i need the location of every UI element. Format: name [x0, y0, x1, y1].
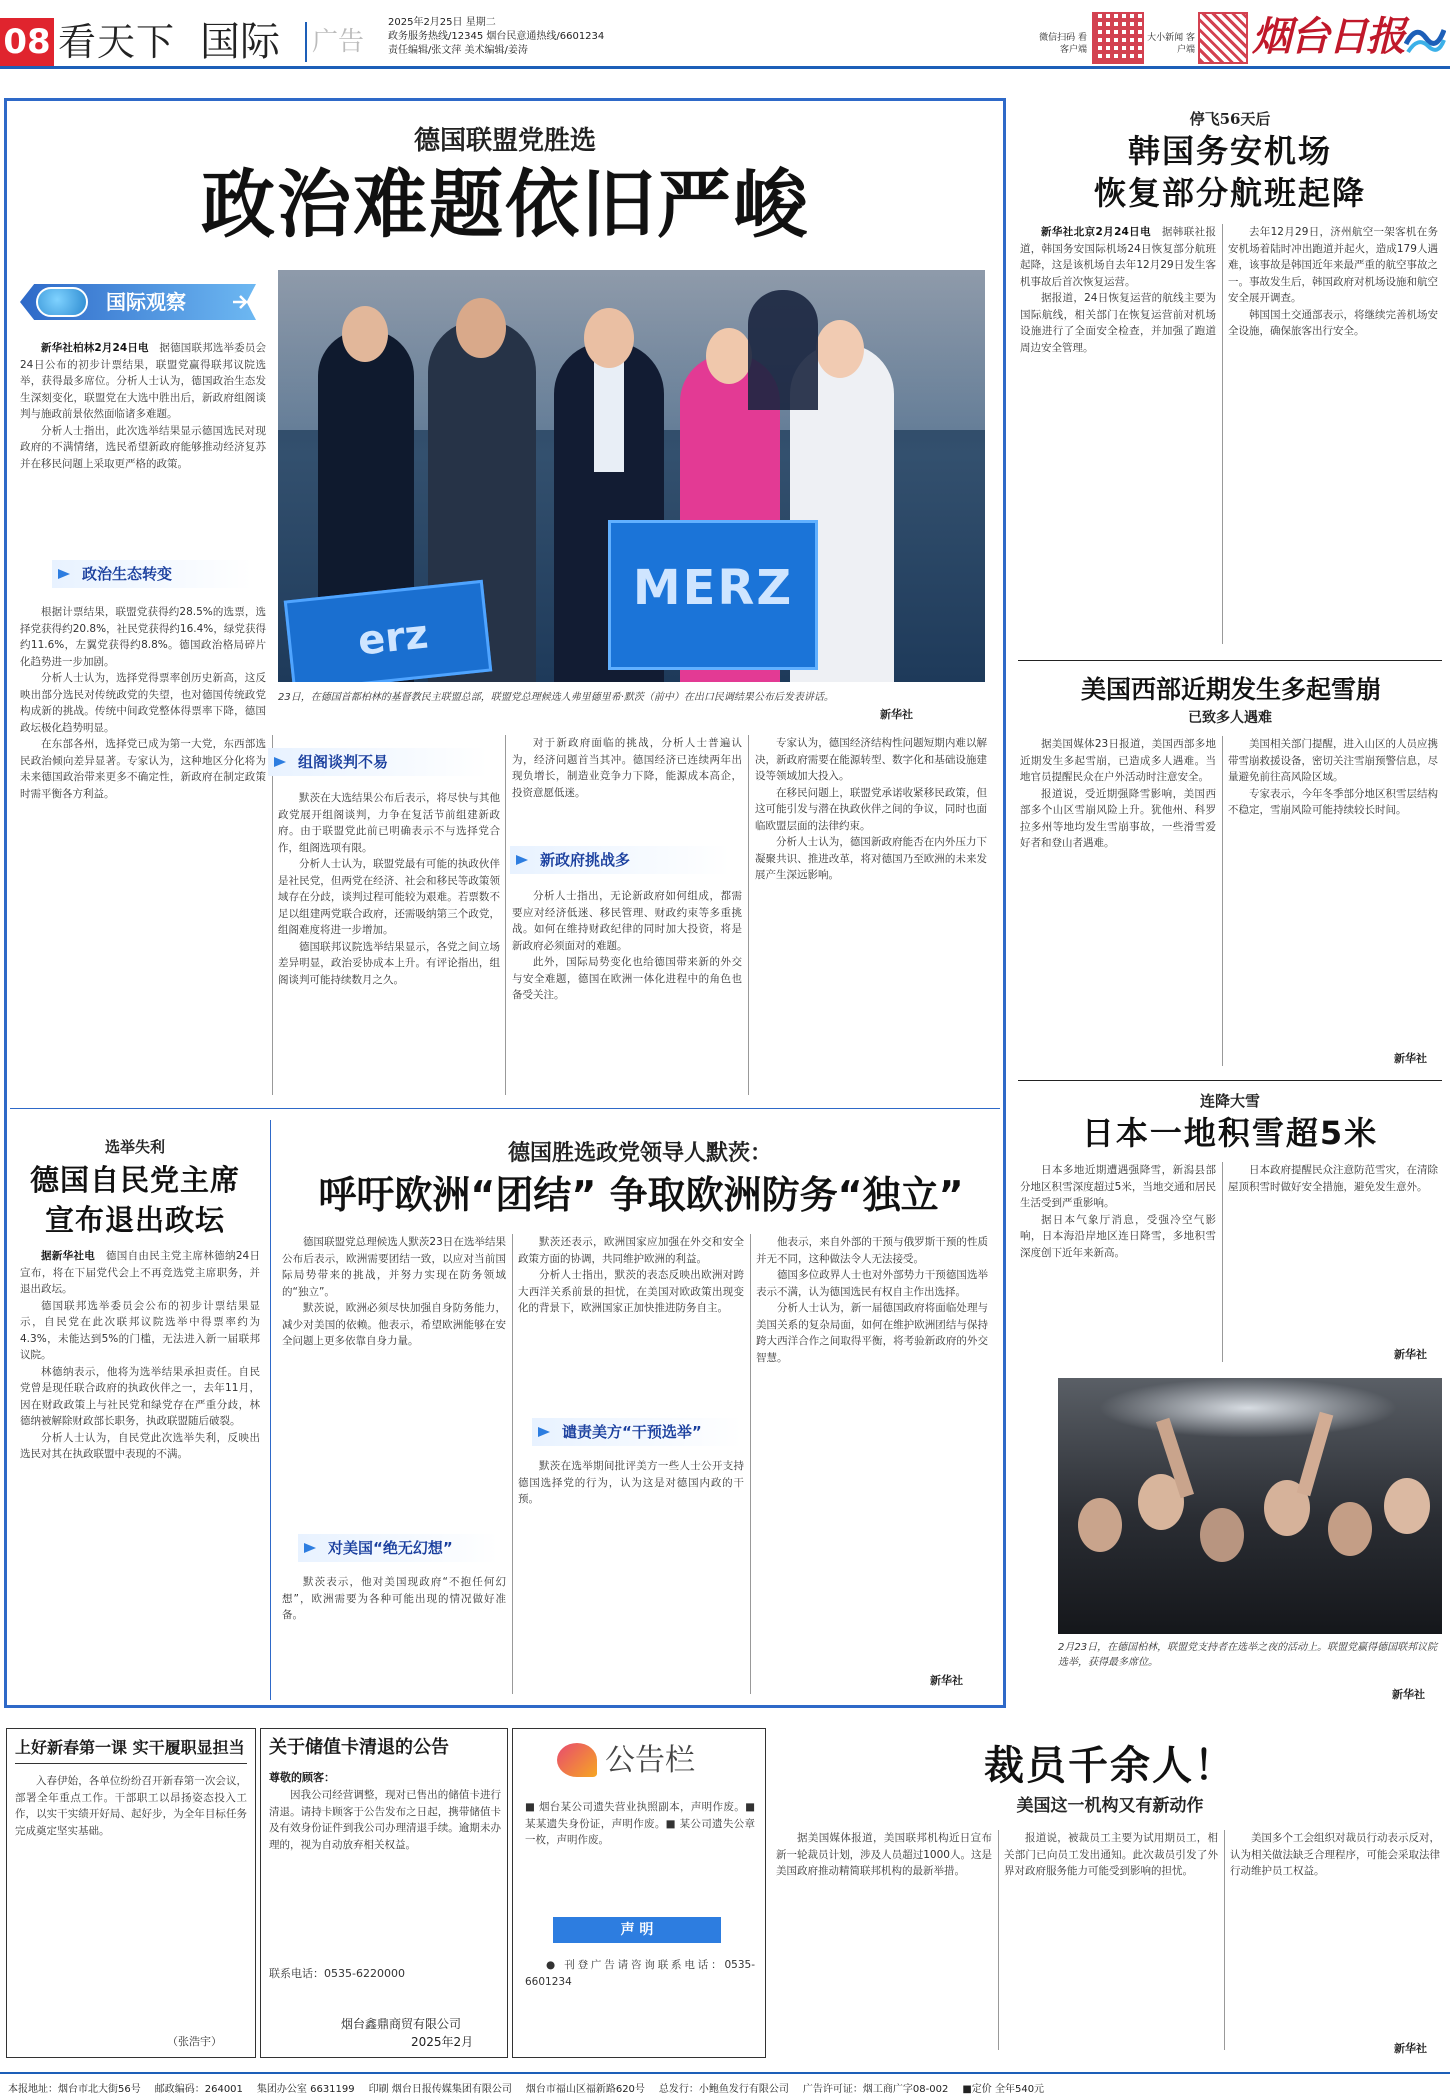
photo-person-4-face [706, 328, 752, 384]
korea-byline: 新华社北京2月24日电 [1041, 226, 1151, 238]
lead-photo [278, 270, 985, 682]
lead-col4-p2: 在移民问题上，联盟党承诺收紧移民政策，但这可能引发与潜在执政伙伴之间的争议，同时也面临欧盟层面的法律约束。 [755, 786, 987, 832]
bulletin-body-2: ● 刊登广告请咨询联系电话：0535-6601234 [525, 1959, 755, 1988]
header-date: 2025年2月25日 星期二 [388, 17, 496, 28]
footer-distribution: 总发行：小鲍鱼发行有限公司 [658, 2084, 789, 2095]
qr-code-1[interactable] [1092, 12, 1144, 64]
photo-person-3-face [584, 308, 634, 368]
layoff-col1 [776, 1830, 992, 2056]
snow-body-3: 日本政府提醒民众注意防范雪灾，在清除屋顶积雪时做好安全措施，避免发生意外。 [1228, 1164, 1438, 1193]
layoff-col3 [1230, 1830, 1440, 2030]
bulletin-logo-icon [557, 1743, 597, 1777]
crowd-head-3 [1200, 1508, 1244, 1562]
right-rule-1 [1018, 660, 1442, 661]
ad-label: 广告 [312, 27, 365, 57]
snow-col2 [1228, 1162, 1438, 1338]
notice-2-greeting: 尊敬的顾客： [269, 1771, 335, 1784]
lead-col1-p3: 根据计票结果，联盟党获得约28.5%的选票，选择党获得约20.8%，社民党获得约16.4%，绿党获得约11.6%，左翼党获得约8.8%。德国政治格局碎片化趋势进一步加剧。 [20, 606, 266, 668]
subhead-political-shift: 政治生态转变 [52, 560, 252, 588]
qr1-label: 微信扫码 看客户端 [1039, 33, 1087, 55]
lead-col1-p2: 分析人士指出，此次选举结果显示德国选民对现政府的不满情绪，选民希望新政府能够推动经济复苏并在移民问题上采取更严格的政策。 [20, 424, 266, 470]
lead-col1-p1: 据德国联邦选举委员会24日公布的初步计票结果，联盟党赢得联邦议院选举，获得最多席位。分析人士认为，德国政治生态发生深刻变化，联盟党在大选中胜出后，新政府组阁谈判与施政前景依然面临诸多难题。 [20, 342, 266, 420]
merz-rule-1 [512, 1234, 513, 1694]
fdp-body-3: 林德纳表示，他将为选举结果承担责任。自民党曾是现任联合政府的执政伙伴之一，去年11月，因在财政政策上与社民党和绿党存在严重分歧，林德纳被解除财政部长职务，执政联盟随后破裂。 [20, 1365, 260, 1427]
snow-col1 [1020, 1162, 1216, 1362]
photo-person-1-face [342, 306, 388, 362]
lead-col4-p1: 专家认为，德国经济结构性问题短期内难以解决，新政府需要在能源转型、数字化和基础设施建设等领域加大投入。 [755, 737, 987, 782]
lead-headline: 政治难题依旧严峻 [201, 162, 809, 248]
fdp-rule [270, 1120, 271, 1700]
merz-col2-p1: 默茨还表示，欧洲国家应加强在外交和安全政策方面的协调，共同维护欧洲的利益。 [518, 1236, 744, 1265]
header-editors: 责任编辑/张文萍 美术编辑/姜涛 [388, 45, 528, 56]
footer [8, 2080, 1442, 2096]
right-rule-2 [1018, 1080, 1442, 1081]
lead-photo-credit: 新华社 [880, 708, 913, 721]
layoff-body-3: 美国多个工会组织对裁员行动表示反对，认为相关做法缺乏合理程序，可能会采取法律行动维护员工权益。 [1230, 1832, 1440, 1877]
snow-rule [1222, 1162, 1223, 1362]
lead-col-rule-1 [272, 735, 273, 1095]
layoff-kicker: 美国这一机构又有新动作 [1016, 1796, 1204, 1816]
lead-col1-p5: 在东部各州，选择党已成为第一大党，东西部选民政治倾向差异显著。专家认为，这种地区分化将为未来德国政治带来更多不确定性，新政府在制定政策时需平衡各方利益。 [20, 738, 266, 800]
fdp-body-2: 德国联邦选举委员会公布的初步计票结果显示，自民党在此次联邦议院选举中得票率约为4.3%，未能达到5%的门槛，无法进入新一届联邦议院。 [20, 1299, 260, 1361]
fdp-byline: 据新华社电 [41, 1250, 96, 1262]
footer-print-address: 烟台市福山区福新路620号 [525, 2084, 645, 2095]
snow-headline: 日本一地积雪超5米 [1081, 1114, 1379, 1152]
notice-1-title: 上好新春第一课 实干履职显担当 [15, 1738, 245, 1757]
avalanche-body-3: 美国相关部门提醒，进入山区的人员应携带雪崩救援设备，密切关注雪崩预警信息，尽量避免前往高风险区域。 [1228, 738, 1438, 783]
lead-photo-caption: 23日，在德国首都柏林的基督教民主联盟总部，联盟党总理候选人弗里德里希·默茨（前中）在出口民调结果公布后发表讲话。 [278, 692, 834, 703]
header-info [388, 16, 808, 58]
merz-headline: 呼吁欧洲“团结” 争取欧洲防务“独立” [318, 1173, 964, 1217]
footer-postcode: 邮政编码：264001 [154, 2084, 243, 2095]
qr-code-2[interactable] [1198, 12, 1248, 64]
snow-body-2: 据日本气象厅消息，受强冷空气影响，日本海沿岸地区连日降雪，多地积雪深度创下近年来新高。 [1020, 1213, 1216, 1259]
notice-2-title: 关于储值卡清退的公告 [269, 1737, 449, 1758]
merz-col1-p1: 德国联盟党总理候选人默茨23日在选举结果公布后表示，欧洲需要团结一致，以应对当前国际局势带来的挑战，并努力实现在防务领域的“独立”。 [282, 1236, 506, 1298]
badge-globe-icon [36, 287, 88, 317]
subhead-election-interference: 谴责美方“干预选举” [532, 1418, 742, 1446]
lead-col3-p2: 分析人士指出，无论新政府如何组成，都需要应对经济低迷、移民管理、财政约束等多重挑战。如何在维持财政纪律的同时加大投资，将是新政府必须面对的难题。 [512, 890, 742, 952]
section-title: 看天下 [58, 20, 176, 64]
lead-col1-bottom [20, 604, 266, 1096]
avalanche-body-2: 报道说，受近期强降雪影响，美国西部多个山区雪崩风险上升。犹他州、科罗拉多州等地均发生雪崩事故，一些滑雪爱好者和登山者遇难。 [1020, 787, 1216, 849]
section-title-en: 国际 [200, 19, 280, 65]
layoff-body-2: 报道说，被裁员工主要为试用期员工，相关部门已向员工发出通知。此次裁员引发了外界对政府服务能力可能受到影响的担忧。 [1004, 1832, 1218, 1877]
lead-col3-p3: 此外，国际局势变化也给德国带来新的外交与安全难题，德国在欧洲一体化进程中的角色也备受关注。 [512, 956, 742, 1001]
fdp-kicker: 选举失利 [104, 1138, 165, 1156]
merz-credit: 新华社 [930, 1674, 963, 1687]
photo-sign-1-text: erz [355, 611, 431, 665]
avalanche-body-4: 专家表示，今年冬季部分地区积雪层结构不稳定，雪崩风险可能持续较长时间。 [1228, 787, 1438, 816]
footer-office: 集团办公室 6631199 [256, 2084, 355, 2095]
fdp-body-1: 德国自由民主党主席林德纳24日宣布，将在下届党代会上不再竞选党主席职务，并退出政坛。 [20, 1250, 260, 1295]
photo-person-5-face [816, 320, 864, 378]
snow-body-1: 日本多地近期遭遇强降雪，新潟县部分地区积雪深度超过5米，当地交通和居民生活受到严重影响。 [1020, 1164, 1216, 1209]
avalanche-rule [1222, 736, 1223, 1066]
merz-col2-bottom [518, 1458, 744, 1692]
merz-col1-top [282, 1234, 506, 1524]
merz-col1-bottom [282, 1574, 506, 1692]
footer-print: 印刷 烟台日报传媒集团有限公司 [368, 2084, 512, 2095]
merz-col1-p3: 默茨表示，他对美国现政府“不抱任何幻想”，欧洲需要为各种可能出现的情况做好准备。 [282, 1576, 506, 1621]
lead-kicker: 德国联盟党胜选 [413, 126, 596, 156]
photo-sign-2-text: MERZ [632, 560, 794, 616]
subhead-no-illusions: 对美国“绝无幻想” [298, 1534, 498, 1562]
merz-col2-top [518, 1234, 744, 1414]
header-divider [305, 22, 307, 62]
lead-col2-p3: 德国联邦议院选举结果显示，各党之间立场差异明显，政治妥协成本上升。有评论指出，组阁谈判可能持续数月之久。 [278, 940, 500, 986]
korea-kicker: 停飞56天后 [1189, 110, 1271, 128]
avalanche-body-1: 据美国媒体23日报道，美国西部多地近期发生多起雪崩，已造成多人遇难。当地官员提醒民众在户外活动时注意安全。 [1020, 738, 1216, 783]
layoff-col2 [1004, 1830, 1218, 2056]
avalanche-col1 [1020, 736, 1216, 1074]
korea-body-2: 据报道，24日恢复运营的航线主要为国际航线，相关部门在恢复运营前对机场设施进行了全面安全检查，并加强了跑道周边安全管理。 [1020, 292, 1216, 354]
korea-body-1: 据韩联社报道，韩国务安国际机场24日恢复部分航班起降，这是该机场自去年12月29日发生客机事故后首次恢复运营。 [1020, 226, 1216, 288]
avalanche-headline: 美国西部近期发生多起雪崩 [1080, 675, 1381, 704]
notice-2-body: 因我公司经营调整，现对已售出的储值卡进行清退。请持卡顾客于公告发布之日起，携带储值卡及有效身份证件到我公司办理清退手续。逾期未办理的，视为自动放弃相关权益。 [269, 1789, 501, 1851]
lead-col4 [755, 735, 987, 1096]
avalanche-credit: 新华社 [1394, 1052, 1427, 1065]
merz-col1-p2: 默茨说，欧洲必须尽快加强自身防务能力，减少对美国的依赖。他表示，希望欧洲能够在安全问题上更多依靠自身力量。 [282, 1302, 506, 1347]
lead-col-rule-2 [505, 735, 506, 1095]
qr2-label: 大小新闻 客户端 [1147, 33, 1195, 55]
snow-kicker: 连降大雪 [1199, 1092, 1260, 1110]
notice-2-date: 2025年2月 [411, 2035, 474, 2049]
notice-2-contact: 联系电话：0535-6220000 [269, 1967, 405, 1980]
notice-box-2 [260, 1728, 508, 2058]
photo-person-6 [748, 290, 818, 410]
merz-col3 [756, 1234, 988, 1674]
notice-box-1 [6, 1728, 256, 2058]
page-header [0, 0, 1450, 70]
arrow-right-icon [230, 292, 250, 312]
lead-col3-p1: 对于新政府面临的挑战，分析人士普遍认为，经济问题首当其冲。德国经济已连续两年出现负增长，制造业竞争力下降，能源成本高企，投资意愿低迷。 [512, 737, 742, 799]
lead-col2-p2: 分析人士认为，联盟党最有可能的执政伙伴是社民党，但两党在经济、社会和移民等政策领域存在分歧，谈判过程可能较为艰难。若票数不足以组建两党联合政府，还需吸纳第三个政党，组阁难度将进一步增加。 [278, 858, 500, 936]
masthead-wave-icon [1404, 16, 1446, 56]
notice-2-company: 烟台鑫鼎商贸有限公司 [341, 2017, 462, 2031]
footer-address: 本报地址：烟台市北大街56号 [8, 2084, 141, 2095]
notice-1-author: （张浩宇） [167, 2035, 222, 2048]
subhead-coalition-talks: 组阁谈判不易 [268, 748, 488, 776]
lead-col2-p1: 默茨在大选结果公布后表示，将尽快与其他政党展开组阁谈判，力争在复活节前组建新政府。由于联盟党此前已明确表示不与选择党合作，组阁选项有限。 [278, 792, 500, 854]
layoff-rule-1 [998, 1830, 999, 2050]
korea-headline-2: 恢复部分航班起降 [1093, 174, 1366, 212]
korea-col2 [1228, 224, 1438, 644]
merz-col3-p2: 德国多位政界人士也对外部势力干预德国选举表示不满，认为德国选民有权自主作出选择。 [756, 1269, 988, 1298]
crowd-light-icon [1098, 1378, 1398, 1438]
snow-credit: 新华社 [1394, 1348, 1427, 1361]
merz-col3-p1: 他表示，来自外部的干预与俄罗斯干预的性质并无不同，这种做法令人无法接受。 [756, 1236, 988, 1265]
photo-person-3-shirt [594, 352, 624, 472]
layoff-body-1: 据美国媒体报道，美国联邦机构近日宣布新一轮裁员计划，涉及人员超过1000人。这是美国政府推动精简联邦机构的最新举措。 [776, 1832, 992, 1877]
lead-lower-rule [10, 1108, 1000, 1109]
layoff-credit: 新华社 [1394, 2042, 1427, 2055]
photo-person-2-face [456, 298, 506, 358]
lead-col2 [278, 790, 500, 1096]
korea-rule [1222, 224, 1223, 644]
footer-license: 广告许可证：烟工商广字08-002 [802, 2084, 949, 2095]
subhead-new-government: 新政府挑战多 [510, 846, 730, 874]
layoff-headline: 裁员千余人！ [984, 1743, 1236, 1789]
merz-kicker: 德国胜选政党领导人默茨： [507, 1140, 772, 1166]
fdp-body [20, 1248, 260, 1692]
header-hotline: 政务服务热线/12345 烟台民意通热线/6601234 [388, 31, 605, 42]
lead-col3-bottom [512, 888, 742, 1096]
crowd-head-5 [1328, 1502, 1372, 1556]
bulletin-body: ■ 烟台某公司遗失营业执照副本，声明作废。■ 某某遗失身份证，声明作废。■ 某公司遗失公章一枚，声明作废。 [525, 1801, 755, 1846]
lead-badge [20, 280, 256, 324]
lead-col-rule-3 [748, 735, 749, 1095]
notice-1-rule [15, 1763, 247, 1764]
fdp-headline-2: 宣布退出政坛 [44, 1203, 225, 1237]
merz-col2-p3: 默茨在选举期间批评美方一些人士公开支持德国选择党的行为，认为这是对德国内政的干预。 [518, 1460, 744, 1505]
merz-col3-p3: 分析人士认为，新一届德国政府将面临处理与美国关系的复杂局面，如何在维护欧洲团结与保持跨大西洋合作之间取得平衡，将考验新政府的外交智慧。 [756, 1302, 988, 1364]
bulletin-title: 公告栏 [605, 1743, 695, 1778]
korea-body-4: 韩国国土交通部表示，将继续完善机场安全设施，确保旅客出行安全。 [1228, 308, 1438, 337]
footer-rule [0, 2072, 1450, 2074]
korea-body-3: 去年12月29日，济州航空一架客机在务安机场着陆时冲出跑道并起火，造成179人遇难，该事故是韩国近年来最严重的航空事故之一。事故发生后，韩国政府对机场设施和航空安全展开调查。 [1228, 226, 1438, 304]
avalanche-col2 [1228, 736, 1438, 1046]
avalanche-kicker: 已致多人遇难 [1188, 710, 1272, 726]
lead-col3-top [512, 735, 742, 835]
lead-col4-p3: 分析人士认为，德国新政府能否在内外压力下凝聚共识、推进改革，将对德国乃至欧洲的未来发展产生深远影响。 [755, 836, 987, 881]
lead-col1-top [20, 340, 266, 540]
layoff-rule-2 [1224, 1830, 1225, 2050]
notice-1-body: 入春伊始，各单位纷纷召开新春第一次会议，部署全年重点工作。干部职工以昂扬姿态投入工作，以实干实绩开好局、起好步，为全年目标任务完成奠定坚实基础。 [15, 1775, 247, 1837]
crowd-head-6 [1384, 1478, 1430, 1534]
masthead-logo: 烟台日报 [1252, 13, 1404, 60]
fdp-headline-1: 德国自民党主席 [29, 1163, 240, 1197]
lead-byline: 新华社柏林2月24日电 [41, 342, 149, 354]
crowd-photo-caption: 2月23日，在德国柏林，联盟党支持者在选举之夜的活动上。联盟党赢得德国联邦议院选举，获得最多席位。 [1058, 1642, 1438, 1668]
fdp-body-4: 分析人士认为，自民党此次选举失利，反映出选民对其在执政联盟中表现的不满。 [20, 1431, 260, 1460]
bulletin-button[interactable]: 声 明 [553, 1917, 721, 1943]
crowd-photo-credit: 新华社 [1392, 1688, 1425, 1701]
page-number: 08 [0, 18, 54, 66]
header-rule [0, 66, 1450, 69]
korea-headline-1: 韩国务安机场 [1127, 132, 1332, 170]
footer-price: ■定价 全年540元 [962, 2084, 1045, 2095]
korea-col1 [1020, 224, 1216, 644]
crowd-head-1 [1078, 1498, 1122, 1552]
bulletin-box [512, 1728, 766, 2058]
lead-col1-p4: 分析人士认为，选择党得票率创历史新高，这反映出部分选民对传统政党的失望，也对德国传统政党构成新的挑战。传统中间政党整体得票率下降，德国政坛极化趋势明显。 [20, 672, 266, 734]
crowd-photo [1058, 1378, 1442, 1634]
badge-label: 国际观察 [106, 290, 186, 314]
merz-col2-p2: 分析人士指出，默茨的表态反映出欧洲对跨大西洋关系前景的担忧，在美国对欧政策出现变化的背景下，欧洲国家正加快推进防务自主。 [518, 1269, 744, 1314]
merz-rule-2 [750, 1234, 751, 1694]
